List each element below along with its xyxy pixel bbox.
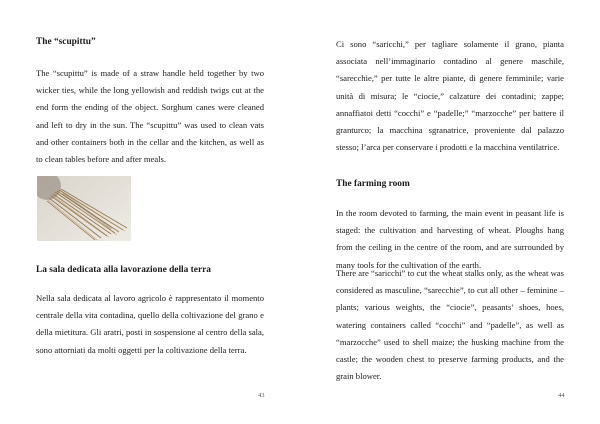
saricchi-paragraph-en: There are “saricchi” to cut the wheat stalks only, as the wheat was considered as masculine, “sarecchie”, to cut all other – feminine – plants; various weights, the “ciocie”, peasants’ shoes, hoes, watering containers called “cocchi” and “padelle”, as well as “marzocche” used to shell maize; the husking machine from the castle; the wooden chest to preserve farming products, and the grain blower. [336,268,564,382]
saricchi-paragraph-it: Ci sono “saricchi,” per tagliare solamente il grano, pianta associata nell’immaginario contadino al genere maschile, “sarecchie,” per tutte le altre piante, di genere femminile; varie unità di misura; le “ciocie,” calzature dei contadini; zappe; annaffiatoi detti “cocchi” e “padelle;” “marzocche” per battere il granturco; la macchina sgranatrice, proveniente dal palazzo stesso; l’arca per conservare i prodotti e la macchina ventilatrice. [336,39,564,153]
section-heading-scupittu: The “scupittu” [36,37,96,47]
scupittu-paragraph: The “scupittu” is made of a straw handle held together by two wicker ties, while the long yellowish and reddish twigs cut at the end form the ending of the object. Sorghum canes were cleaned and left to dry in the sun. The “scupittu” was used to clean vats and other containers both in the cellar and the kitchen, as well as to clean tables before and after meals. [36,68,264,165]
page-number-right: 44 [558,392,565,399]
section-heading-sala: La sala dedicata alla lavorazione della terra [36,265,211,275]
farming-room-paragraph: In the room devoted to farming, the main event in peasant life is staged: the cultivation and harvesting of wheat. Ploughs hang from the ceiling in the centre of the room, and are surrounded by many tools for the cultivation of the earth. [336,208,564,270]
right-page [300,0,600,424]
broom-photo [37,176,131,241]
sala-paragraph: Nella sala dedicata al lavoro agricolo è rappresentato il momento centrale della vita contadina, quello della coltivazione del grano e della mietitura. Gli aratri, posti in sospensione al centro della sala, sono attorniati da molti oggetti per la coltivazione della terra. [36,293,264,355]
section-heading-farming-room: The farming room [336,179,410,189]
page-number-left: 43 [258,392,265,399]
